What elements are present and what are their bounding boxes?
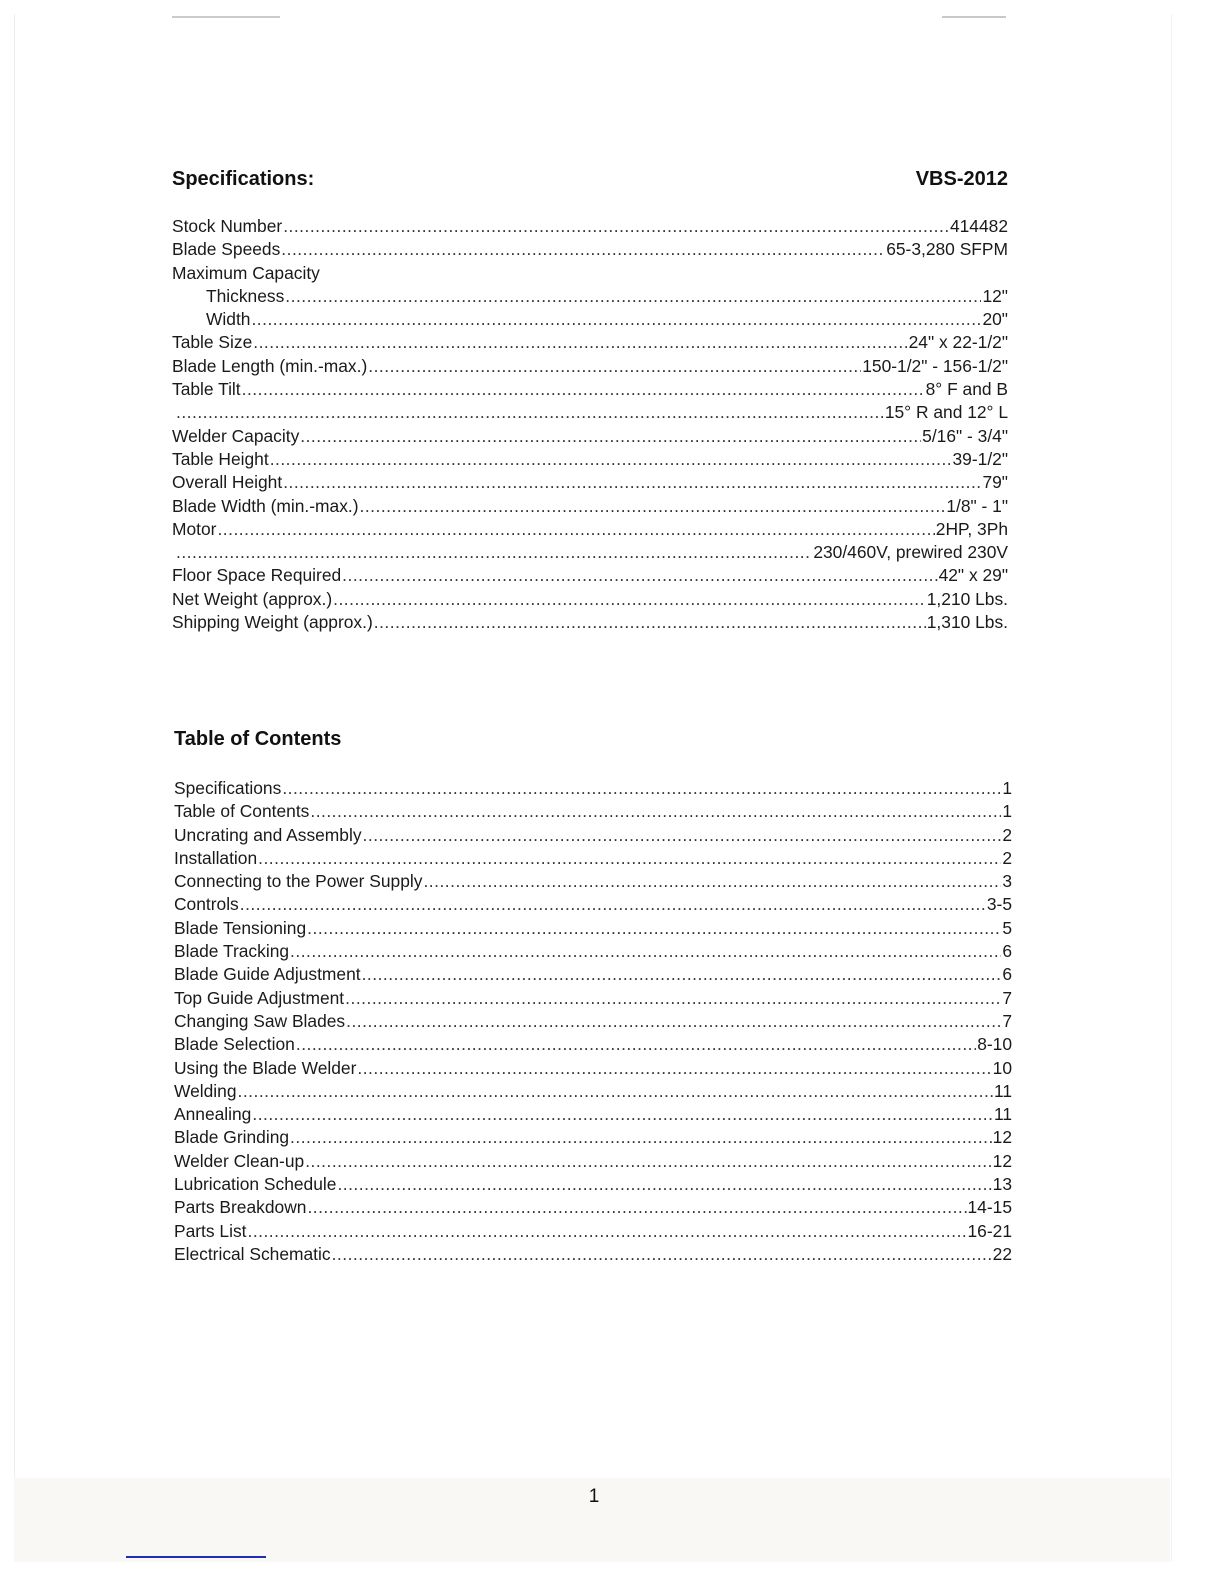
spec-row: [172, 308, 1008, 331]
toc-entry: [174, 1173, 1012, 1196]
dot-leader: [252, 1103, 993, 1126]
dot-leader: [217, 518, 934, 541]
dot-leader: [290, 940, 1001, 963]
toc-entry: [174, 1126, 1012, 1149]
dot-leader: [240, 893, 986, 916]
spec-row: [172, 471, 1008, 494]
toc-entry-page: 13: [992, 1174, 1012, 1195]
toc-entry-page: 2: [1002, 847, 1012, 868]
spec-value: 1,310 Lbs.: [926, 612, 1008, 633]
specifications-list: [172, 215, 1008, 634]
spec-value: 230/460V, prewired 230V: [813, 542, 1008, 563]
toc-entry: [174, 1057, 1012, 1080]
toc-entry: [174, 870, 1012, 893]
toc-entry-page: 6: [1002, 964, 1012, 985]
scan-artifact-right: [942, 16, 1006, 18]
dot-leader: [238, 1080, 993, 1103]
spec-row-continuation: [172, 401, 1008, 424]
toc-entry-page: 5: [1002, 917, 1012, 938]
toc-entry: [174, 800, 1012, 823]
toc-entry: [174, 940, 1012, 963]
spec-label: Blade Width (min.-max.): [172, 495, 359, 516]
toc-entry: [174, 1243, 1012, 1266]
dot-leader: [283, 215, 949, 238]
dot-leader: [281, 238, 885, 261]
toc-entry-page: 8-10: [977, 1034, 1012, 1055]
spec-value: 15° R and 12° L: [884, 402, 1008, 423]
toc-entry-label: Lubrication Schedule: [174, 1174, 337, 1195]
toc-entry-page: 7: [1002, 987, 1012, 1008]
toc-entry: [174, 1080, 1012, 1103]
dot-leader: [258, 847, 1001, 870]
toc-entry-label: Welding: [174, 1080, 237, 1101]
toc-entry-label: Specifications: [174, 778, 282, 798]
specifications-section: [172, 168, 1008, 634]
spec-label: Motor: [172, 518, 217, 539]
toc-entry-label: Controls: [174, 894, 239, 915]
spec-row: [172, 285, 1008, 308]
dot-leader: [345, 987, 1001, 1010]
toc-entry-label: Blade Guide Adjustment: [174, 964, 361, 985]
toc-list: [174, 777, 1012, 1266]
toc-entry-label: Annealing: [174, 1104, 252, 1125]
toc-entry-page: 7: [1002, 1010, 1012, 1031]
spec-label: Blade Speeds: [172, 239, 281, 260]
spec-label: Floor Space Required: [172, 565, 342, 586]
toc-entry-label: Changing Saw Blades: [174, 1010, 346, 1031]
toc-entry-page: 10: [992, 1057, 1012, 1078]
dot-leader: [333, 588, 926, 611]
toc-header: [174, 728, 1012, 751]
spec-group-heading: [172, 262, 1008, 285]
toc-entry: [174, 1150, 1012, 1173]
spec-row: [172, 495, 1008, 518]
spec-value: 1,210 Lbs.: [926, 588, 1008, 609]
toc-entry-page: 1: [1002, 778, 1012, 798]
spec-label: Overall Height: [172, 472, 283, 493]
dot-leader: [282, 777, 1001, 800]
spec-value: 65-3,280 SFPM: [886, 239, 1008, 260]
toc-entry-page: 22: [992, 1243, 1012, 1264]
page-number: 1: [588, 1486, 600, 1507]
spec-value: 414482: [949, 216, 1008, 236]
toc-entry-page: 11: [993, 1080, 1012, 1101]
spec-label: Table Height: [172, 448, 269, 469]
dot-leader: [374, 611, 926, 634]
dot-leader: [310, 800, 1001, 823]
spec-value: 39-1/2": [952, 448, 1008, 469]
spec-value: 2HP, 3Ph: [935, 518, 1008, 539]
dot-leader: [283, 471, 981, 494]
spec-value: 5/16" - 3/4": [922, 425, 1008, 446]
toc-entry: [174, 1010, 1012, 1033]
dot-leader: [300, 425, 921, 448]
toc-entry-label: Using the Blade Welder: [174, 1057, 357, 1078]
toc-entry: [174, 963, 1012, 986]
dot-leader: [176, 541, 812, 564]
specifications-title: Specifications:: [172, 168, 315, 190]
toc-entry-label: Uncrating and Assembly: [174, 824, 362, 845]
spec-value: 20": [982, 309, 1008, 330]
toc-entry-page: 16-21: [967, 1220, 1012, 1241]
toc-entry-page: 1: [1002, 801, 1012, 822]
toc-entry-page: 3-5: [986, 894, 1012, 915]
spec-row: [172, 378, 1008, 401]
spec-label: Shipping Weight (approx.): [172, 612, 373, 633]
spec-row: [172, 588, 1008, 611]
spec-label: Table Size: [172, 332, 253, 353]
dot-leader: [362, 963, 1002, 986]
spec-label: Table Tilt: [172, 379, 241, 400]
specifications-header: [172, 168, 1008, 191]
scan-artifact-left: [172, 16, 280, 18]
toc-entry-label: Connecting to the Power Supply: [174, 871, 423, 892]
toc-entry-page: 3: [1002, 871, 1012, 892]
toc-entry-label: Blade Selection: [174, 1034, 295, 1055]
toc-title: Table of Contents: [174, 728, 342, 750]
spec-row: [172, 518, 1008, 541]
dot-leader: [176, 401, 884, 424]
dot-leader: [368, 355, 861, 378]
dot-leader: [337, 1173, 991, 1196]
spec-value: 79": [982, 472, 1008, 493]
dot-leader: [307, 1196, 966, 1219]
dot-leader: [346, 1010, 1001, 1033]
toc-entry-page: 6: [1002, 941, 1012, 962]
toc-entry-label: Blade Tensioning: [174, 917, 307, 938]
toc-entry: [174, 1196, 1012, 1219]
dot-leader: [251, 308, 981, 331]
spec-value: 42" x 29": [938, 565, 1008, 586]
toc-entry-page: 12: [992, 1150, 1012, 1171]
spec-row: [172, 564, 1008, 587]
spec-row: [172, 215, 1008, 238]
spec-label: Blade Length (min.-max.): [172, 355, 368, 376]
model-number: VBS-2012: [915, 168, 1008, 190]
dot-leader: [247, 1220, 966, 1243]
toc-entry: [174, 917, 1012, 940]
dot-leader: [242, 378, 925, 401]
dot-leader: [363, 824, 1002, 847]
toc-entry: [174, 1220, 1012, 1243]
table-of-contents-section: [174, 728, 1012, 1266]
toc-entry: [174, 987, 1012, 1010]
spec-value: 12": [982, 285, 1008, 306]
spec-label: Net Weight (approx.): [172, 588, 333, 609]
toc-entry-label: Blade Tracking: [174, 941, 290, 962]
spec-row: [172, 331, 1008, 354]
spec-row-continuation: [172, 541, 1008, 564]
toc-entry-page: 2: [1002, 824, 1012, 845]
spec-label: Welder Capacity: [172, 425, 300, 446]
toc-entry-label: Electrical Schematic: [174, 1243, 331, 1264]
toc-entry-label: Parts List: [174, 1220, 247, 1241]
spec-row: [172, 425, 1008, 448]
spec-row: [172, 355, 1008, 378]
toc-entry-label: Welder Clean-up: [174, 1150, 305, 1171]
spec-row: [172, 448, 1008, 471]
toc-entry-label: Parts Breakdown: [174, 1197, 307, 1218]
spec-label: Thickness: [206, 285, 285, 306]
toc-entry: [174, 847, 1012, 870]
toc-entry: [174, 777, 1012, 800]
toc-entry-page: 12: [992, 1127, 1012, 1148]
toc-entry: [174, 893, 1012, 916]
spec-value: 150-1/2" - 156-1/2": [862, 355, 1008, 376]
dot-leader: [270, 448, 952, 471]
spec-row: [172, 238, 1008, 261]
dot-leader: [342, 564, 937, 587]
dot-leader: [357, 1057, 991, 1080]
dot-leader: [285, 285, 981, 308]
toc-entry-label: Blade Grinding: [174, 1127, 290, 1148]
spec-row: [172, 611, 1008, 634]
toc-entry-label: Top Guide Adjustment: [174, 987, 345, 1008]
toc-entry: [174, 1033, 1012, 1056]
toc-entry-label: Installation: [174, 847, 258, 868]
toc-entry-page: 11: [993, 1104, 1012, 1125]
toc-entry: [174, 1103, 1012, 1126]
dot-leader: [423, 870, 1001, 893]
dot-leader: [332, 1243, 992, 1266]
dot-leader: [307, 917, 1001, 940]
toc-entry: [174, 824, 1012, 847]
dot-leader: [290, 1126, 992, 1149]
spec-label: Width: [206, 309, 251, 330]
toc-entry-page: 14-15: [967, 1197, 1012, 1218]
spec-label: Maximum Capacity: [172, 262, 320, 283]
spec-value: 8° F and B: [925, 379, 1008, 400]
scan-artifact-underline: [126, 1556, 266, 1558]
toc-entry-label: Table of Contents: [174, 801, 310, 822]
dot-leader: [253, 331, 907, 354]
dot-leader: [305, 1150, 991, 1173]
spec-value: 1/8" - 1": [946, 495, 1008, 516]
spec-value: 24" x 22-1/2": [908, 332, 1008, 353]
dot-leader: [360, 495, 946, 518]
spec-label: Stock Number: [172, 216, 283, 236]
dot-leader: [296, 1033, 976, 1056]
